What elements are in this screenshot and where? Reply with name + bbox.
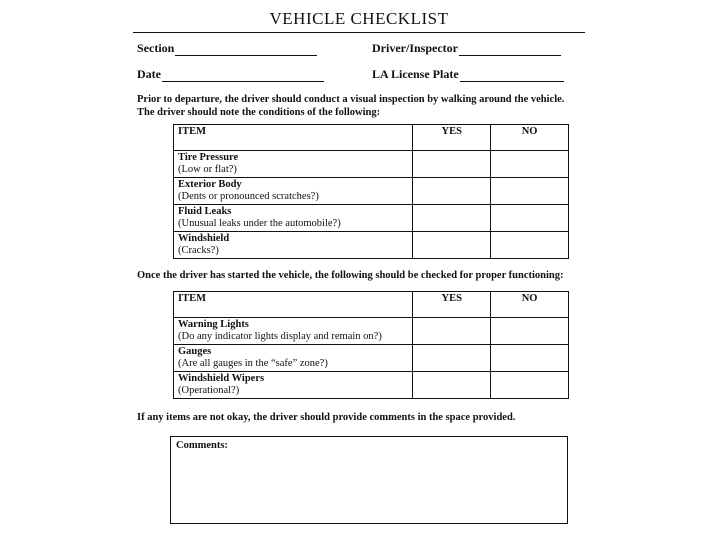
yes-header: YES: [413, 292, 491, 318]
item-cell: [174, 318, 413, 345]
item-header: ITEM: [174, 292, 413, 318]
pre-departure-instruction-line-2: The driver should note the conditions of the following:: [137, 107, 381, 118]
item-cell: [174, 205, 413, 232]
after-start-header-row: [174, 292, 569, 318]
section-input-line[interactable]: [175, 43, 317, 56]
date-field: [137, 66, 324, 82]
page-title: VEHICLE CHECKLIST: [269, 9, 449, 28]
yes-checkbox-cell[interactable]: [413, 151, 491, 178]
comments-label: Comments:: [176, 440, 228, 451]
item-note: (Operational?): [178, 384, 240, 396]
driver-inspector-input-line[interactable]: [459, 43, 561, 56]
no-checkbox-cell[interactable]: [491, 205, 569, 232]
table-row: [174, 205, 569, 232]
item-note: (Low or flat?): [178, 163, 237, 175]
yes-header: YES: [413, 125, 491, 151]
yes-checkbox-cell[interactable]: [413, 232, 491, 259]
license-plate-field: [372, 66, 564, 82]
license-plate-label: LA License Plate: [372, 67, 459, 81]
item-cell: [174, 151, 413, 178]
pre-departure-header-row: [174, 125, 569, 151]
comments-box[interactable]: [170, 436, 568, 524]
driver-inspector-label: Driver/Inspector: [372, 41, 458, 55]
after-start-table: [173, 291, 569, 399]
no-checkbox-cell[interactable]: [491, 151, 569, 178]
yes-checkbox-cell[interactable]: [413, 345, 491, 372]
item-name: Fluid Leaks: [178, 206, 232, 217]
item-header: ITEM: [174, 125, 413, 151]
item-name: Windshield Wipers: [178, 373, 265, 384]
license-plate-input-line[interactable]: [460, 69, 564, 82]
item-cell: [174, 178, 413, 205]
item-name: Tire Pressure: [178, 152, 239, 163]
comments-instruction: If any items are not okay, the driver should provide comments in the space provided.: [137, 412, 516, 423]
item-note: (Do any indicator lights display and remain on?): [178, 330, 382, 342]
title-block: [133, 8, 585, 33]
item-name: Warning Lights: [178, 319, 249, 330]
item-cell: [174, 372, 413, 399]
pre-departure-table: [173, 124, 569, 259]
item-note: (Unusual leaks under the automobile?): [178, 217, 341, 229]
table-row: [174, 232, 569, 259]
yes-checkbox-cell[interactable]: [413, 178, 491, 205]
date-input-line[interactable]: [162, 69, 324, 82]
section-field: [137, 40, 317, 56]
table-row: [174, 151, 569, 178]
no-checkbox-cell[interactable]: [491, 345, 569, 372]
table-row: [174, 345, 569, 372]
yes-checkbox-cell[interactable]: [413, 372, 491, 399]
no-checkbox-cell[interactable]: [491, 178, 569, 205]
pre-departure-instructions: [137, 93, 607, 119]
item-note: (Dents or pronounced scratches?): [178, 190, 319, 202]
item-name: Exterior Body: [178, 179, 242, 190]
after-start-instruction: Once the driver has started the vehicle, the following should be checked for proper functioning:: [137, 270, 564, 281]
no-checkbox-cell[interactable]: [491, 318, 569, 345]
item-note: (Are all gauges in the “safe” zone?): [178, 357, 328, 369]
item-name: Gauges: [178, 346, 212, 357]
item-cell: [174, 345, 413, 372]
date-label: Date: [137, 67, 161, 81]
no-header: NO: [491, 125, 569, 151]
no-checkbox-cell[interactable]: [491, 372, 569, 399]
section-label: Section: [137, 41, 175, 55]
driver-inspector-field: [372, 40, 561, 56]
item-name: Windshield: [178, 233, 230, 244]
yes-checkbox-cell[interactable]: [413, 318, 491, 345]
item-cell: [174, 232, 413, 259]
table-row: [174, 318, 569, 345]
yes-checkbox-cell[interactable]: [413, 205, 491, 232]
table-row: [174, 178, 569, 205]
no-checkbox-cell[interactable]: [491, 232, 569, 259]
item-note: (Cracks?): [178, 244, 219, 256]
no-header: NO: [491, 292, 569, 318]
table-row: [174, 372, 569, 399]
pre-departure-instruction-line-1: Prior to departure, the driver should conduct a visual inspection by walking around the vehicle.: [137, 94, 565, 105]
